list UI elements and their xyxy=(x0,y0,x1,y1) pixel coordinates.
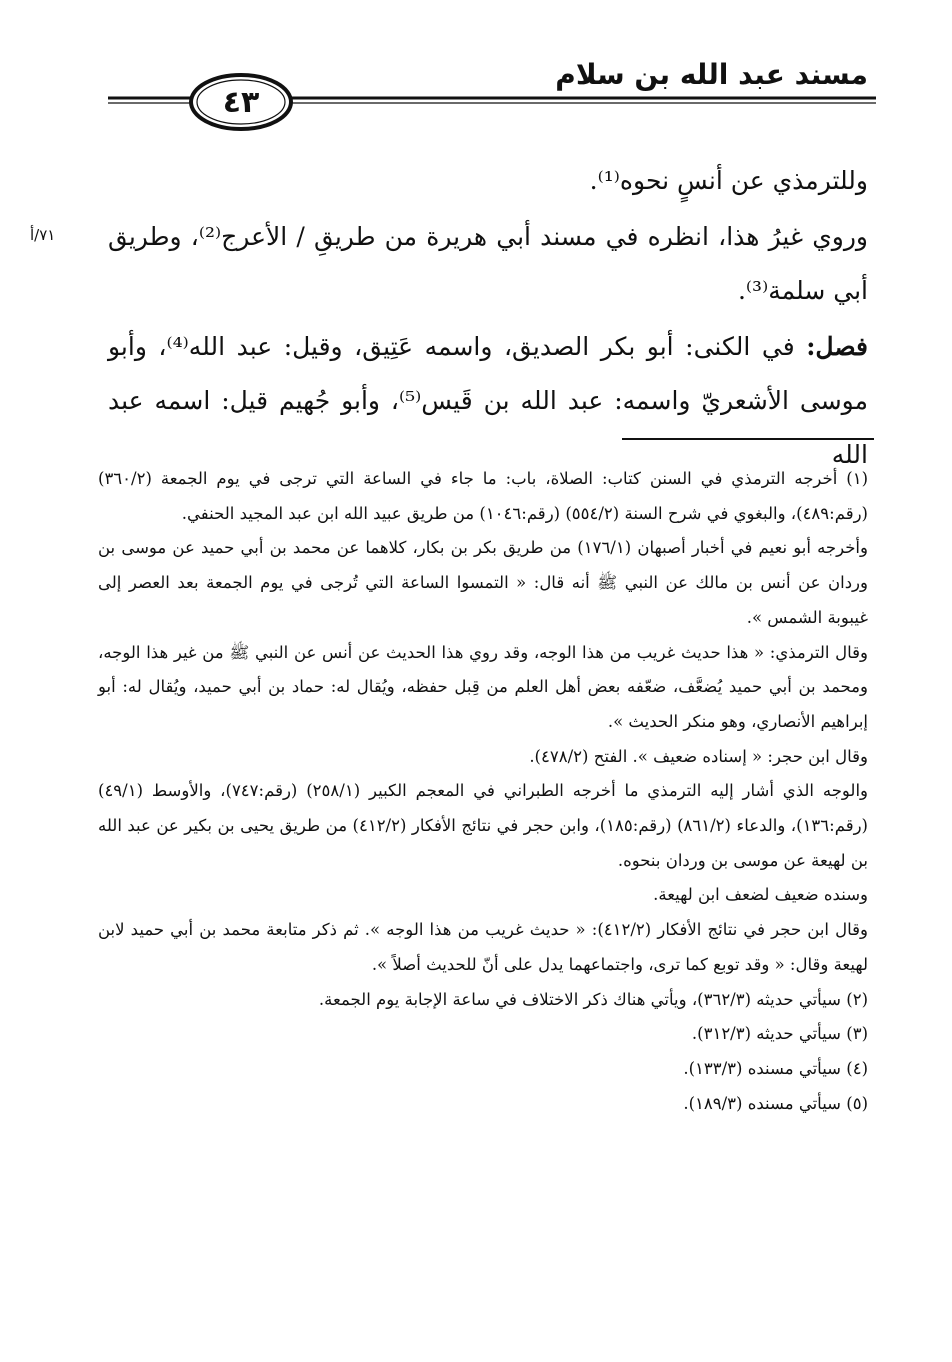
footnote-1b: وأخرجه أبو نعيم في أخبار أصبهان (١٧٦/١) من طريق بكر بن بكار، كلاهما عن محمد بن أبي حميد عن موسى بن وردان عن أنس بن مالك عن النبي ﷺ أنه قال: « التمسوا الساعة التي تُرجى في يوم الجمعة بعد العصر إلى غيبوبة الشمس ». xyxy=(98,538,868,627)
page-number: ٤٣ xyxy=(222,84,260,120)
footnote-2: (٢) سيأتي حديثه (٣٦٢/٣)، ويأتي هناك ذكر الاختلاف في ساعة الإجابة يوم الجمعة. xyxy=(318,989,868,1009)
footnote-separator xyxy=(622,438,874,440)
manuscript-folio-ref: ٧١/أ xyxy=(30,226,56,244)
footnotes xyxy=(98,462,868,1121)
footnote-4: (٤) سيأتي مسنده (١٣٣/٣). xyxy=(683,1058,868,1078)
paragraph-3 xyxy=(108,320,868,482)
running-header-title: مسند عبد الله بن سلام xyxy=(555,58,868,91)
paragraph-3-text: في الكنى: أبو بكر الصديق، واسمه عَتِيق، وقيل: عبد الله⁽⁴⁾، وأبو موسى الأشعريّ واسمه: عبد الله بن قَيس⁽⁵⁾، وأبو جُهيم قيل: اسمه عبد الله xyxy=(108,332,868,469)
section-term: فصل: xyxy=(806,332,868,361)
footnote-5: (٥) سيأتي مسنده (١٨٩/٣). xyxy=(683,1093,868,1113)
paragraph-1: وللترمذي عن أنسٍ نحوه⁽¹⁾. xyxy=(589,166,868,195)
footnote-1c: وقال الترمذي: « هذا حديث غريب من هذا الوجه، وقد روي هذا الحديث عن أنس عن النبي ﷺ من غير هذا الوجه، ومحمد بن أبي حميد يُضعَّف، ضعّفه بعض أهل العلم من قِبل حفظه، ويُقال له: حماد بن أبي حميد، ويُقال له: أبو إبراهيم الأنصاري، وهو منكر الحديث ». xyxy=(98,642,868,731)
footnote-1d: وقال ابن حجر: « إسناده ضعيف ». الفتح (٤٧٨/٢). xyxy=(529,746,868,766)
footnote-1e: والوجه الذي أشار إليه الترمذي ما أخرجه الطبراني في المعجم الكبير (٢٥٨/١) (رقم:٧٤٧)، والأوسط (٤٩/١) (رقم:١٣٦)، والدعاء (٨٦١/٢) (رقم:١٨٥)، وابن حجر في نتائج الأفكار (٤١٢/٢) من طريق يحيى بن بكير عن عبد الله بن لهيعة عن موسى بن وردان بنحوه. xyxy=(98,781,869,870)
footnote-1g: وقال ابن حجر في نتائج الأفكار (٤١٢/٢): « حديث غريب من هذا الوجه ». ثم ذكر متابعة محمد بن أبي حميد لابن لهيعة وقال: « وقد توبع كما ترى، واجتماعهما يدل على أنّ للحديث أصلاً ». xyxy=(98,920,868,974)
footnote-1f: وسنده ضعيف لضعف ابن لهيعة. xyxy=(653,885,868,905)
footnote-1a: (١) أخرجه الترمذي في السنن كتاب: الصلاة، باب: ما جاء في الساعة التي ترجى في يوم الجمعة (٣٦٠/٢) (رقم:٤٨٩)، والبغوي في شرح السنة (٥٥٤/٢) (رقم:١٠٤٦) من طريق عبيد الله ابن عبد المجيد الحنفي. xyxy=(98,469,868,523)
footnote-3: (٣) سيأتي حديثه (٣١٢/٣). xyxy=(691,1024,868,1044)
paragraph-2: وروي غيرُ هذا، انظره في مسند أبي هريرة من طريقِ / الأعرج⁽²⁾، وطريق أبي سلمة⁽³⁾. xyxy=(108,222,868,305)
